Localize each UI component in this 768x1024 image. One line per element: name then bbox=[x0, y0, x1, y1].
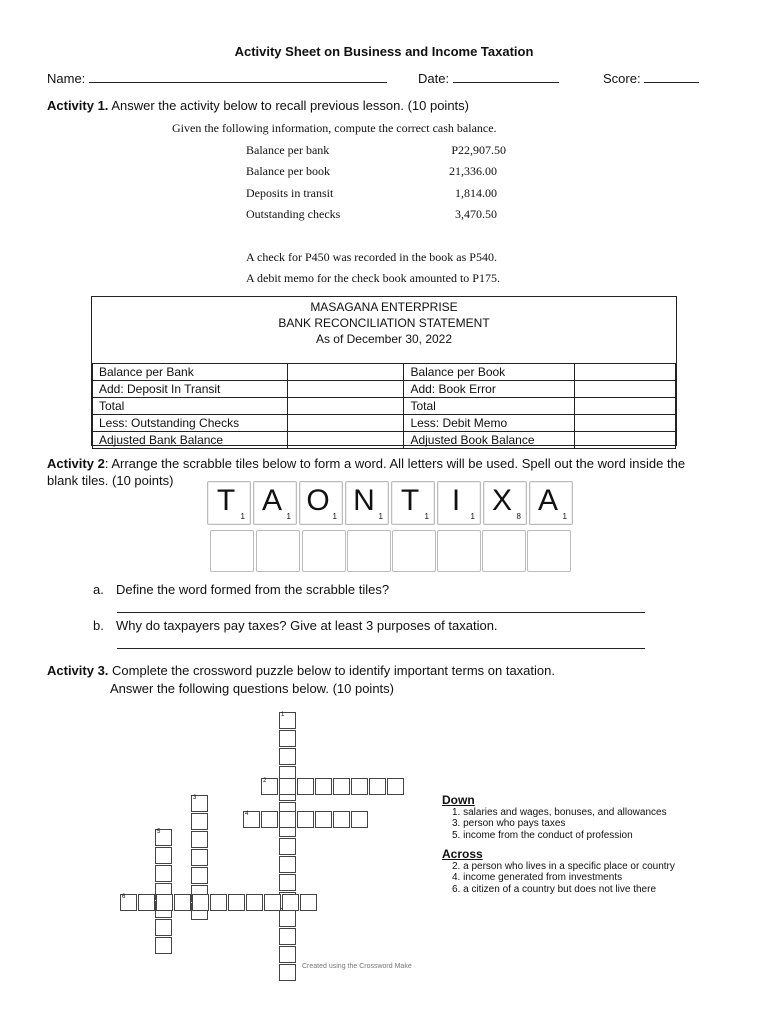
book-amount-cell[interactable] bbox=[575, 364, 676, 381]
down-heading: Down bbox=[442, 793, 475, 807]
blank-tile[interactable] bbox=[527, 530, 571, 572]
tile-letter: T bbox=[216, 484, 236, 517]
crossword-cell[interactable] bbox=[174, 894, 191, 911]
clue-number: 6 bbox=[122, 894, 126, 900]
question-b bbox=[93, 618, 498, 633]
crossword-cell[interactable] bbox=[155, 919, 172, 936]
crossword-cell[interactable] bbox=[369, 778, 386, 795]
book-amount-cell[interactable] bbox=[575, 381, 676, 398]
clue-number: 4 bbox=[245, 811, 249, 817]
crossword-cell[interactable] bbox=[210, 894, 227, 911]
book-side-label: Less: Debit Memo bbox=[404, 415, 575, 432]
bank-side-label: Balance per Bank bbox=[93, 364, 288, 381]
clue-down-1: 1. salaries and wages, bonuses, and allowances bbox=[452, 806, 667, 818]
crossword-cell[interactable] bbox=[155, 829, 172, 846]
clue-down-3: 3. person who pays taxes bbox=[452, 818, 566, 829]
recon-header bbox=[92, 297, 676, 363]
given-row bbox=[246, 207, 506, 222]
crossword-cell[interactable] bbox=[315, 811, 332, 828]
crossword-cell[interactable] bbox=[246, 894, 263, 911]
crossword-cell[interactable] bbox=[228, 894, 245, 911]
date-blank[interactable] bbox=[453, 71, 559, 83]
tile-points: 1 bbox=[286, 512, 291, 521]
bank-amount-cell[interactable] bbox=[287, 432, 404, 449]
given-row bbox=[246, 164, 506, 179]
question-marker: a. bbox=[93, 582, 104, 597]
crossword-cell[interactable] bbox=[297, 811, 314, 828]
note-check-error: A check for P450 was recorded in the book as P540. bbox=[246, 250, 497, 264]
crossword-credit: Created using the Crossword Make bbox=[302, 963, 412, 970]
crossword-cell[interactable] bbox=[261, 811, 278, 828]
scrabble-tile[interactable] bbox=[483, 481, 527, 525]
crossword-cell[interactable] bbox=[192, 894, 209, 911]
page-title: Activity Sheet on Business and Income Taxation bbox=[234, 44, 534, 59]
activity3-label: Activity 3. bbox=[47, 663, 109, 678]
name-field[interactable] bbox=[47, 71, 387, 86]
crossword-cell[interactable] bbox=[120, 894, 137, 911]
activity3-instruction bbox=[47, 662, 555, 698]
book-amount-cell[interactable] bbox=[575, 432, 676, 449]
activity2-text-line1: : Arrange the scrabble tiles below to form a word. All letters will be used. Spell out the word inside the bbox=[104, 456, 686, 471]
tile-points: 1 bbox=[562, 512, 567, 521]
clue-number: 5 bbox=[157, 829, 161, 835]
bank-side-label: Total bbox=[93, 398, 288, 415]
activity1-text: Answer the activity below to recall previous lesson. (10 points) bbox=[111, 98, 469, 113]
bank-side-label: Add: Deposit In Transit bbox=[93, 381, 288, 398]
crossword-cell[interactable] bbox=[191, 831, 208, 848]
crossword-cell[interactable] bbox=[351, 811, 368, 828]
crossword-cell[interactable] bbox=[279, 778, 296, 795]
tile-points: 8 bbox=[516, 512, 521, 521]
crossword-cell[interactable] bbox=[279, 748, 296, 765]
crossword-cell[interactable] bbox=[191, 849, 208, 866]
given-label: Deposits in transit bbox=[246, 186, 334, 200]
date-label: Date: bbox=[418, 71, 450, 86]
crossword-cell[interactable] bbox=[156, 894, 173, 911]
bank-reconciliation-table bbox=[91, 296, 677, 446]
tile-letter: A bbox=[261, 484, 282, 517]
crossword-cell[interactable] bbox=[155, 847, 172, 864]
tile-letter: O bbox=[306, 484, 330, 517]
crossword-cell[interactable] bbox=[297, 778, 314, 795]
name-blank[interactable] bbox=[89, 71, 387, 83]
book-side-label: Total bbox=[404, 398, 575, 415]
clue-number: 3 bbox=[193, 795, 197, 801]
book-side-label: Balance per Book bbox=[404, 364, 575, 381]
given-label: Outstanding checks bbox=[246, 207, 341, 221]
activity2-text-line2: blank tiles. (10 points) bbox=[47, 473, 174, 488]
tile-letter: X bbox=[491, 484, 512, 517]
recon-grid bbox=[92, 363, 676, 449]
answer-line-b[interactable] bbox=[117, 648, 645, 649]
scrabble-tile[interactable] bbox=[253, 481, 297, 525]
activity3-text-line1: Complete the crossword puzzle below to identify important terms on taxation. bbox=[112, 663, 555, 678]
activity2-label: Activity 2 bbox=[47, 456, 105, 471]
statement-title: BANK RECONCILIATION STATEMENT bbox=[278, 316, 490, 330]
book-side-label: Add: Book Error bbox=[404, 381, 575, 398]
given-amount: 3,470.50 bbox=[455, 207, 497, 221]
bank-side-label: Adjusted Bank Balance bbox=[93, 432, 288, 449]
crossword-cell[interactable] bbox=[279, 874, 296, 891]
activity1-label: Activity 1. bbox=[47, 98, 109, 113]
given-label: Balance per book bbox=[246, 164, 330, 178]
activity1-instruction bbox=[47, 98, 469, 113]
crossword-cell[interactable] bbox=[315, 778, 332, 795]
table-row bbox=[93, 381, 676, 398]
tile-points: 1 bbox=[332, 512, 337, 521]
given-amount: P22,907.50 bbox=[451, 143, 506, 157]
crossword-cell[interactable] bbox=[351, 778, 368, 795]
bank-amount-cell[interactable] bbox=[287, 381, 404, 398]
bank-amount-cell[interactable] bbox=[287, 415, 404, 432]
given-row bbox=[246, 186, 506, 201]
crossword-cell[interactable] bbox=[155, 937, 172, 954]
tile-points: 1 bbox=[424, 512, 429, 521]
crossword-cell[interactable] bbox=[191, 795, 208, 812]
date-field[interactable] bbox=[418, 71, 559, 86]
scrabble-tile[interactable] bbox=[207, 481, 251, 525]
crossword-cell[interactable] bbox=[138, 894, 155, 911]
crossword-cell[interactable] bbox=[261, 778, 278, 795]
score-blank[interactable] bbox=[644, 71, 699, 83]
bank-side-label: Less: Outstanding Checks bbox=[93, 415, 288, 432]
crossword-cell[interactable] bbox=[300, 894, 317, 911]
clue-across-2: 2. a person who lives in a specific place or country bbox=[452, 860, 675, 872]
crossword-clues bbox=[442, 795, 675, 895]
given-label: Balance per bank bbox=[246, 143, 330, 157]
given-amount: 1,814.00 bbox=[455, 186, 497, 200]
given-intro: Given the following information, compute the correct cash balance. bbox=[172, 121, 497, 135]
tile-letter: N bbox=[353, 484, 375, 517]
question-text: Why do taxpayers pay taxes? Give at least 3 purposes of taxation. bbox=[116, 618, 498, 633]
score-field[interactable] bbox=[603, 71, 699, 86]
crossword-cell[interactable] bbox=[279, 910, 296, 927]
tile-points: 1 bbox=[240, 512, 245, 521]
crossword-cell[interactable] bbox=[191, 813, 208, 830]
book-side-label: Adjusted Book Balance bbox=[404, 432, 575, 449]
bank-amount-cell[interactable] bbox=[287, 398, 404, 415]
blank-tile[interactable] bbox=[347, 530, 391, 572]
tile-letter: T bbox=[400, 484, 420, 517]
crossword-cell[interactable] bbox=[279, 730, 296, 747]
across-heading: Across bbox=[442, 847, 483, 861]
crossword-cell[interactable] bbox=[279, 946, 296, 963]
question-marker: b. bbox=[93, 618, 104, 633]
book-amount-cell[interactable] bbox=[575, 398, 676, 415]
clue-across-4: 4. income generated from investments bbox=[452, 872, 623, 883]
tile-points: 1 bbox=[378, 512, 383, 521]
scrabble-tile[interactable] bbox=[299, 481, 343, 525]
crossword-cell[interactable] bbox=[243, 811, 260, 828]
scrabble-tile[interactable] bbox=[391, 481, 435, 525]
crossword-cell[interactable] bbox=[191, 867, 208, 884]
crossword-cell[interactable] bbox=[279, 811, 296, 828]
name-label: Name: bbox=[47, 71, 86, 86]
blank-tile[interactable] bbox=[392, 530, 436, 572]
crossword-cell[interactable] bbox=[282, 894, 299, 911]
scrabble-tile[interactable] bbox=[529, 481, 573, 525]
crossword-cell[interactable] bbox=[155, 865, 172, 882]
clue-number: 1 bbox=[281, 712, 285, 718]
company-name: MASAGANA ENTERPRISE bbox=[310, 300, 458, 314]
clue-number: 2 bbox=[263, 778, 267, 784]
bank-amount-cell[interactable] bbox=[287, 364, 404, 381]
given-amount: 21,336.00 bbox=[449, 164, 497, 178]
tile-letter: A bbox=[537, 484, 558, 517]
answer-line-a[interactable] bbox=[117, 612, 645, 613]
clue-down-5: 5. income from the conduct of profession bbox=[452, 829, 633, 841]
activity3-text-line2: Answer the following questions below. (10 points) bbox=[110, 681, 394, 696]
crossword-cell[interactable] bbox=[333, 811, 350, 828]
crossword-cell[interactable] bbox=[264, 894, 281, 911]
crossword-cell[interactable] bbox=[279, 712, 296, 729]
crossword-cell[interactable] bbox=[279, 964, 296, 981]
blank-tile[interactable] bbox=[482, 530, 526, 572]
question-text: Define the word formed from the scrabble tiles? bbox=[116, 582, 390, 597]
blank-tile[interactable] bbox=[437, 530, 481, 572]
crossword-cell[interactable] bbox=[387, 778, 404, 795]
blank-tile[interactable] bbox=[256, 530, 300, 572]
scrabble-tile[interactable] bbox=[345, 481, 389, 525]
crossword-cell[interactable] bbox=[333, 778, 350, 795]
blank-tile[interactable] bbox=[302, 530, 346, 572]
score-label: Score: bbox=[603, 71, 641, 86]
note-debit-memo: A debit memo for the check book amounted to P175. bbox=[246, 271, 500, 285]
crossword-cell[interactable] bbox=[279, 928, 296, 945]
crossword-cell[interactable] bbox=[279, 856, 296, 873]
clue-across-6: 6. a citizen of a country but does not live there bbox=[452, 883, 657, 895]
scrabble-tile[interactable] bbox=[437, 481, 481, 525]
blank-tile[interactable] bbox=[210, 530, 254, 572]
book-amount-cell[interactable] bbox=[575, 415, 676, 432]
table-row bbox=[93, 364, 676, 381]
tile-letter: I bbox=[451, 484, 461, 517]
tile-points: 1 bbox=[470, 512, 475, 521]
crossword-cell[interactable] bbox=[279, 838, 296, 855]
given-row bbox=[246, 143, 506, 158]
statement-date: As of December 30, 2022 bbox=[315, 332, 453, 346]
table-row bbox=[93, 432, 676, 449]
table-row bbox=[93, 415, 676, 432]
question-a bbox=[93, 582, 390, 597]
table-row bbox=[93, 398, 676, 415]
